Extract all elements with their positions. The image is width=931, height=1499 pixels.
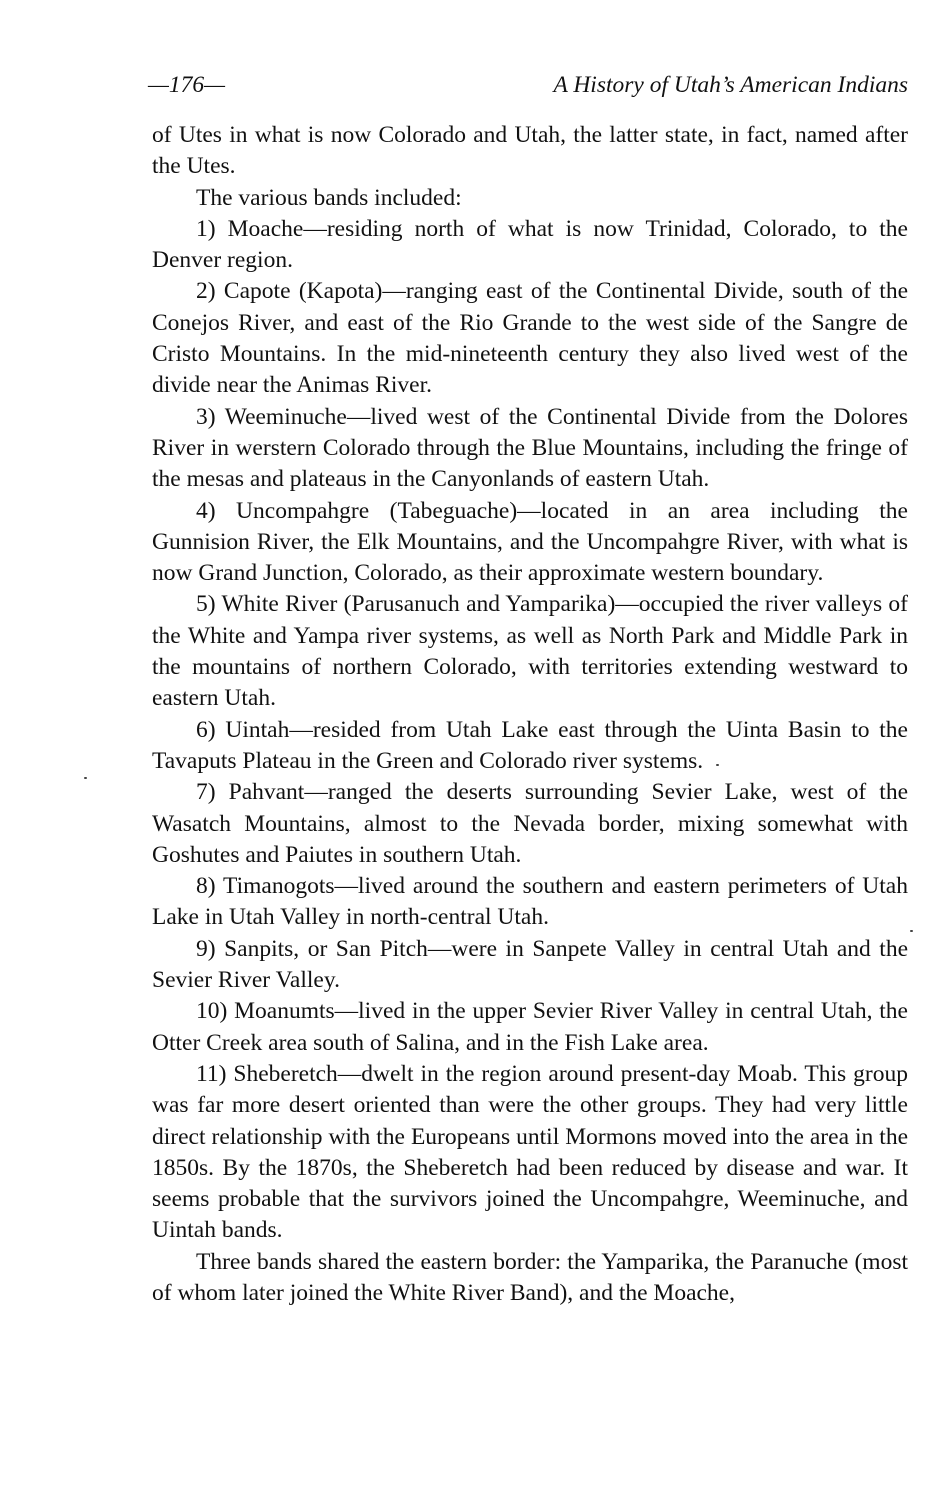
book-title: A History of Utah’s American Indians (553, 72, 908, 98)
list-item-white-river: 5) White River (Parusanuch and Yamparika)—occupied the river valleys of the White and Yampa river systems, as well as North Park and Middle Park in the mountains of northern Colorado, with territories extending westward to eastern Utah. (152, 591, 908, 712)
paragraph-bands-intro: The various bands included: (196, 184, 462, 211)
list-item-weeminuche: 3) Weeminuche—lived west of the Continental Divide from the Dolores River in werstern Colorado through the Blue Mountains, including the fringe of the mesas and plateaus in the Canyonlands of eastern Utah. (152, 403, 908, 493)
list-item-sheberetch: 11) Sheberetch—dwelt in the region around present-day Moab. This group was far more desert oriented than were the other groups. They had very little direct relationship with the Europeans until Mormons moved into the area in the 1850s. By the 1870s, the Sheberetch had been reduced by disease and war. It seems probable that the survivors joined the Uncompahgre, Weeminuche, and Uintah bands. (152, 1060, 908, 1244)
paragraph-eastern-border: Three bands shared the eastern border: the Yamparika, the Paranuche (most of whom later joined the White River Band), and the Moache, (152, 1248, 908, 1306)
scan-speck (910, 930, 913, 932)
body-text (152, 120, 908, 1309)
list-item-pahvant: 7) Pahvant—ranged the deserts surrounding Sevier Lake, west of the Wasatch Mountains, almost to the Nevada border, mixing somewhat with Goshutes and Paiutes in southern Utah. (152, 779, 908, 868)
scan-speck (716, 764, 719, 766)
list-item-capote: 2) Capote (Kapota)—ranging east of the Continental Divide, south of the Conejos River, and east of the Rio Grande to the west side of the Sangre de Cristo Mountains. In the mid-nineteenth century they also lived west of the divide near the Animas River. (152, 278, 908, 399)
list-item-uintah: 6) Uintah—resided from Utah Lake east through the Uinta Basin to the Tavaputs Plateau in the Green and Colorado river systems. (152, 716, 908, 774)
page-number: —176— (148, 72, 226, 98)
paragraph-continuation: of Utes in what is now Colorado and Utah, the latter state, in fact, named after the Utes. (152, 122, 908, 180)
list-item-timanogots: 8) Timanogots—lived around the southern and eastern perimeters of Utah Lake in Utah Valley in north-central Utah. (152, 873, 908, 931)
list-item-uncompahgre: 4) Uncompahgre (Tabeguache)—located in an area including the Gunnision River, the Elk Mountains, and the Uncompahgre River, with what is now Grand Junction, Colorado, as their approximate western boundary. (152, 497, 908, 587)
running-head (148, 68, 908, 102)
scan-speck (84, 777, 87, 779)
list-item-moache: 1) Moache—residing north of what is now Trinidad, Colorado, to the Denver region. (152, 215, 908, 274)
list-item-sanpits: 9) Sanpits, or San Pitch—were in Sanpete Valley in central Utah and the Sevier River Valley. (152, 935, 908, 994)
list-item-moanumts: 10) Moanumts—lived in the upper Sevier River Valley in central Utah, the Otter Creek area south of Salina, and in the Fish Lake area. (152, 998, 908, 1056)
